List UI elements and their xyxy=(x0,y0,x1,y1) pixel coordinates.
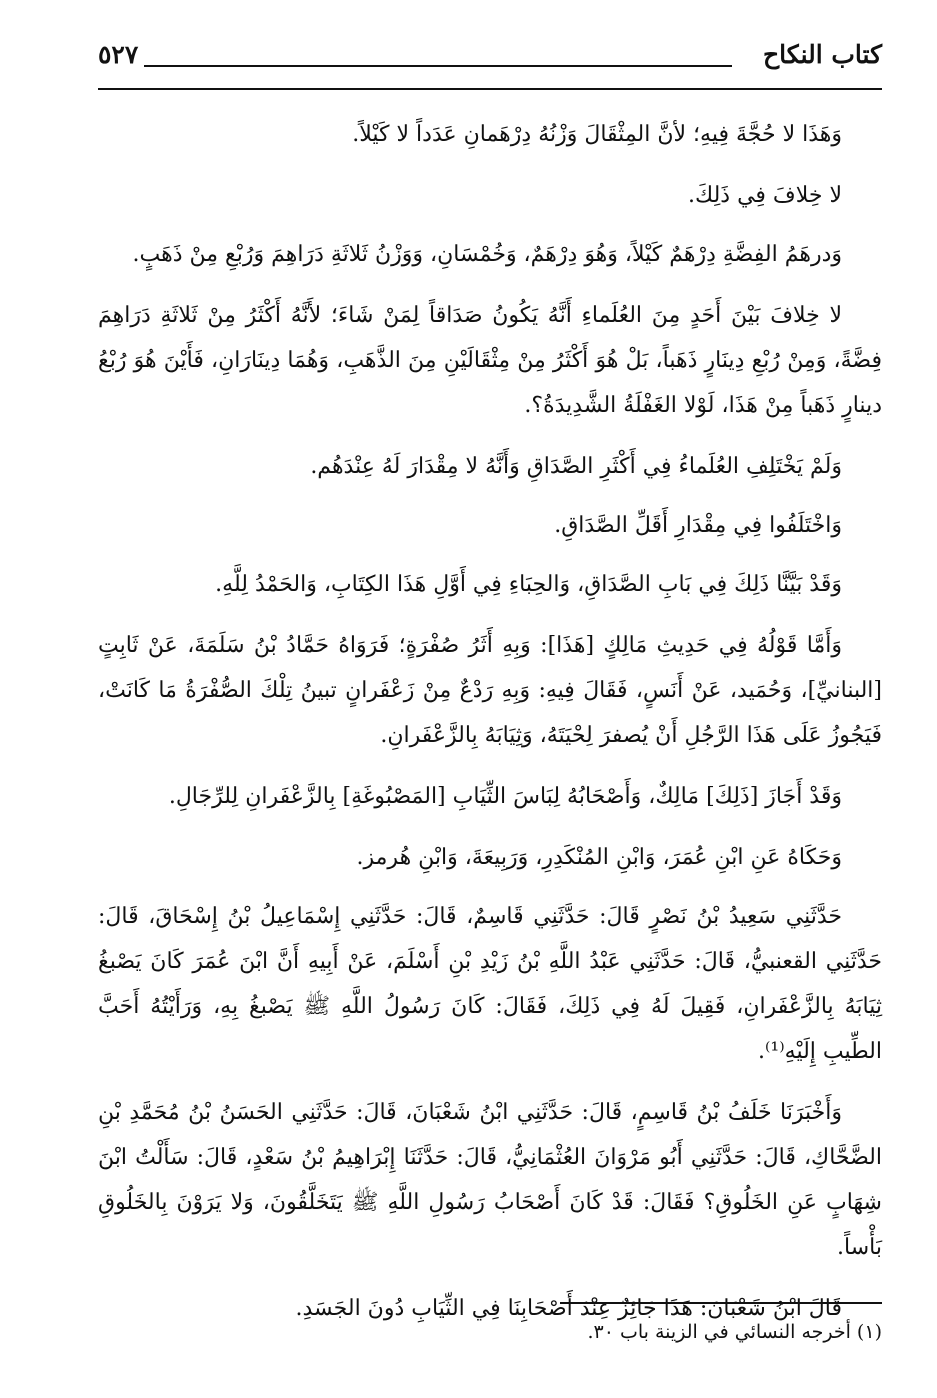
paragraph: وَأَخْبَرَنَا خَلَفُ بْنُ قَاسِمٍ، قَالَ: حَدَّثَنِي ابْنُ شَعْبَانَ، قَالَ: حَدَّثَنِي الحَسَنُ بْنُ مُحَمَّدِ بْنِ الضَّحَّاكِ، قَالَ: حَدَّثَنِي أَبُو مَرْوَانَ العُثْمَانِيُّ، قَالَ: حَدَّثَنَا إِبْرَاهِيمُ بْنُ سَعْدٍ، قَالَ: سَأَلْتُ ابْنَ شِهَابٍ عَنِ الخَلُوقِ؟ فَقَالَ: قَدْ كَانَ أَصْحَابُ رَسُولِ اللَّهِ ﷺ يَتَخَلَّقُونَ، وَلا يَرَوْنَ بِالخَلُوقِ بَأْساً. xyxy=(98,1100,882,1260)
paragraph: وَقَدْ بَيَّنَّا ذَلِكَ فِي بَابِ الصَّدَاقِ، وَالحِبَاءِ فِي أَوَّلِ هَذَا الكِتَابِ، وَالحَمْدُ لِلَّهِ. xyxy=(215,572,842,597)
page-body xyxy=(98,112,882,1347)
page-header xyxy=(98,40,882,90)
header-dash-line xyxy=(144,65,732,67)
page-number: ٥٢٧ xyxy=(98,40,139,69)
paragraph: وَهَذَا لا حُجَّةَ فِيهِ؛ لأنَّ المِثْقَالَ وَزْنُهُ دِرْهَمانِ عَدَداً لا كَيْلاً. xyxy=(352,122,842,147)
paragraph: لا خِلافَ فِي ذَلِكَ. xyxy=(688,183,842,208)
paragraph: وَلَمْ يَخْتَلِفِ العُلَماءُ فِي أَكْثَرِ الصَّدَاقِ وَأَنَّهُ لا مِقْدَارَ لَهُ عِنْدَهُم. xyxy=(310,454,842,479)
paragraph: وَأَمَّا قَوْلُهُ فِي حَدِيثِ مَالِكٍ [هَذَا]: وَبِهِ أَثَرُ صُفْرَةٍ؛ فَرَوَاهُ حَمَّادُ بْنُ سَلَمَةَ، عَنْ ثَابِتٍ [البنانيِّ]، وَحُمَيد، عَنْ أَنَسٍ، فَقَالَ فِيهِ: وَبِهِ رَدْعٌ مِنْ زَعْفَرانٍ تبينُ تِلْكَ الصُّفْرَةُ مَا كَانَتْ، فَيَجُوزُ عَلَى هَذَا الرَّجُلِ أَنْ يُصفرَ لِحْيَتَهُ، وَثِيَابَهُ بِالزَّعْفَرانِ. xyxy=(98,633,882,748)
paragraph: وَاخْتَلَفُوا فِي مِقْدَارِ أَقَلِّ الصَّدَاقِ. xyxy=(554,513,842,538)
paragraph: وَقَدْ أَجَازَ [ذَلِكَ] مَالِكٌ، وَأَصْحَابُهُ لِبَاسَ الثِّيَابِ [المَصْبُوغَةِ] بِالزَّعْفَرانِ لِلرِّجَالِ. xyxy=(168,784,842,809)
footnote-separator xyxy=(560,1302,882,1304)
footnote: (١) أخرجه النسائي في الزينة باب ٣٠. xyxy=(587,1321,882,1343)
paragraph: حَدَّثَنِي سَعِيدُ بْنُ نَصْرٍ قَالَ: حَدَّثَنِي قَاسِمٌ، قَالَ: حَدَّثَنِي إِسْمَاعِيلُ بْنُ إِسْحَاقَ، قَالَ: حَدَّثَنِي القعنبيُّ، قَالَ: حَدَّثَنِي عَبْدُ اللَّهِ بْنُ زَيْدِ بْنِ أَسْلَمَ، عَنْ أَبِيهِ أَنَّ ابْنَ عُمَرَ كَانَ يَصْبغُ ثِيَابَهُ بِالزَّعْفَرانِ، فَقِيلَ لَهُ فِي ذَلِكَ، فَقَالَ: كَانَ رَسُولُ اللَّهِ ﷺ يَصْبغُ بِهِ، وَرَأَيْتُهُ أَحَبَّ الطِّيبِ إِلَيْهِ⁽¹⁾. xyxy=(98,904,882,1064)
header-rule xyxy=(98,88,882,90)
paragraph: لا خِلافَ بَيْنَ أَحَدٍ مِنَ العُلَماءِ أَنَّهُ يَكُونُ صَدَاقاً لِمَنْ شَاءَ؛ لأَنَّهُ أَكْثَرُ مِنْ ثَلاثَةِ دَرَاهِمَ فِضَّةً، وَمِنْ رُبْعِ دِينَارٍ ذَهَباً، بَلْ هُوَ أَكْثَرُ مِنْ مِثْقَالَيْنِ مِنَ الذَّهَبِ، وَهُمَا دِينَارَانِ، فَأَيْنَ هُوَ رُبْعُ دينارٍ ذَهَباً مِنْ هَذَا، لَوْلا الغَفْلَةُ الشَّدِيدَةُ؟. xyxy=(98,303,882,418)
paragraph: قَالَ ابْنُ شَعْبَانَ: هَذَا جَائِزٌ عِنْدَ أَصْحَابِنَا فِي الثِّيَابِ دُونَ الجَسَدِ. xyxy=(295,1296,842,1321)
paragraph: وَحَكَاهُ عَنِ ابْنِ عُمَرَ، وَابْنِ المُنْكَدِرِ، وَرَبِيعَةَ، وَابْنِ هُرمز. xyxy=(356,845,842,870)
chapter-title: كتاب النكاح xyxy=(763,40,882,69)
paragraph: وَدرهَمُ الفِضَّةِ دِرْهَمٌ كَيْلاً، وَهُوَ دِرْهَمٌ، وَخُمْسَانِ، وَوَزْنُ ثَلاثَةِ دَرَاهِمَ وَرُبْعِ مِنْ ذَهَبٍ. xyxy=(132,242,842,267)
